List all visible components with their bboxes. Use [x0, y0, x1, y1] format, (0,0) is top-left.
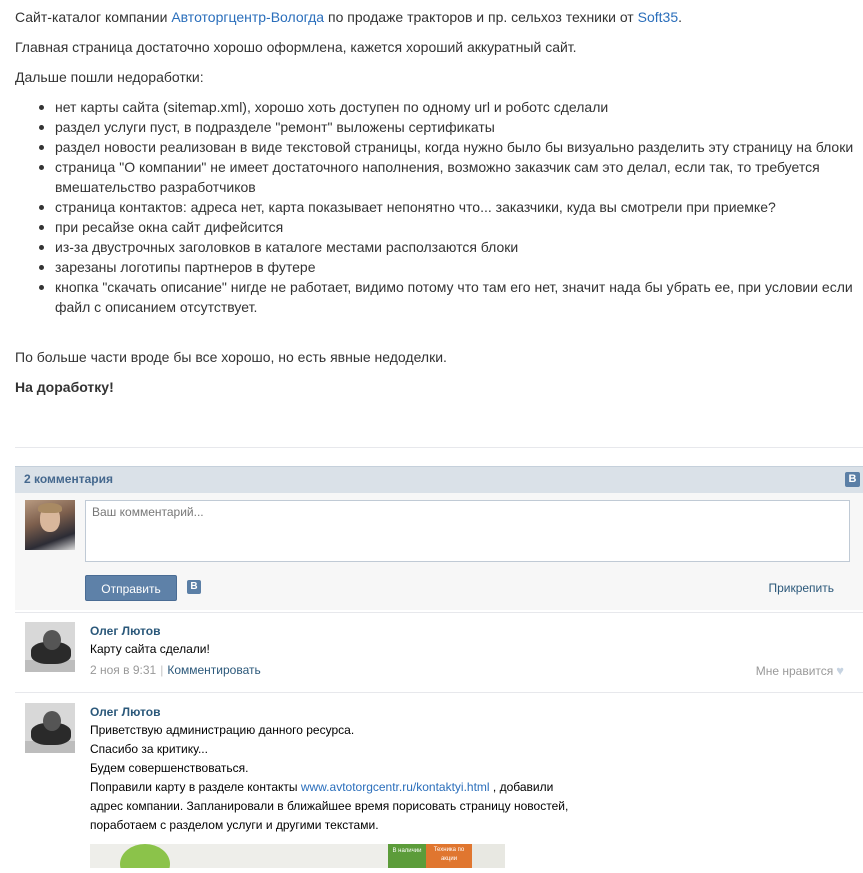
vk-logo-icon[interactable]: B	[845, 472, 860, 487]
divider	[15, 692, 863, 693]
comments-count: 2 комментария	[24, 472, 113, 486]
author-avatar[interactable]	[25, 703, 75, 753]
issue-item: раздел новости реализован в виде текстовой страницы, когда нужно было бы визуально разделить эту страницу на блоки	[39, 137, 859, 157]
developer-link[interactable]: Soft35	[637, 9, 679, 25]
send-button[interactable]: Отправить	[85, 575, 177, 601]
comment-text-line: Будем совершенствоваться.	[90, 761, 249, 775]
comment-text-part: Поправили карту в разделе контакты	[90, 780, 301, 794]
promo-tab: Техника по акции	[426, 844, 472, 868]
comment-meta	[90, 663, 261, 677]
embed-strip	[472, 844, 505, 868]
verdict: На доработку!	[15, 379, 114, 395]
intro-text-end: .	[678, 9, 682, 25]
comment-text-part: , добавили	[489, 780, 554, 794]
issue-item: нет карты сайта (sitemap.xml), хорошо хоть доступен по одному url и роботс сделали	[39, 97, 859, 117]
avatar-shape	[43, 630, 61, 650]
issue-item: зарезаны логотипы партнеров в футере	[39, 257, 859, 277]
site-logo-icon	[120, 844, 170, 868]
issue-item: при ресайзе окна сайт дифейсится	[39, 217, 859, 237]
reply-link[interactable]: Комментировать	[167, 663, 261, 677]
comments-header	[15, 466, 863, 493]
in-stock-tab: В наличии	[388, 844, 426, 868]
intro-text: Сайт-каталог компании	[15, 9, 172, 25]
comments-widget	[15, 466, 863, 862]
comment-text: Карту сайта сделали!	[90, 642, 210, 656]
author-avatar[interactable]	[25, 622, 75, 672]
issues-heading: Дальше пошли недоработки:	[15, 69, 204, 85]
main-page-paragraph: Главная страница достаточно хорошо оформлена, кажется хороший аккуратный сайт.	[15, 39, 577, 55]
divider	[15, 447, 863, 448]
intro-paragraph	[15, 7, 682, 27]
comment-item	[15, 622, 863, 692]
issue-item: страница "О компании" не имеет достаточного наполнения, возможно заказчик сам это делал, если так, то требуется вмешательство разработчиков	[39, 157, 859, 197]
intro-text-middle: по продаже тракторов и пр. сельхоз техники от	[324, 9, 638, 25]
author-name[interactable]: Олег Лютов	[90, 624, 161, 638]
summary-paragraph: По больше части вроде бы все хорошо, но есть явные недоделки.	[15, 349, 447, 365]
contacts-link[interactable]: www.avtotorgcentr.ru/kontaktyi.html	[300, 780, 490, 794]
avatar-shape	[43, 711, 61, 731]
comment-text-line: Спасибо за критику...	[90, 742, 208, 756]
comment-input[interactable]	[85, 500, 850, 562]
author-name[interactable]: Олег Лютов	[90, 705, 161, 719]
attach-link[interactable]: Прикрепить	[768, 581, 834, 595]
issue-item: страница контактов: адреса нет, карта показывает непонятно что... заказчики, куда вы смотрели при приемке?	[39, 197, 859, 217]
comment-text-line	[90, 778, 553, 797]
meta-separator: |	[160, 663, 164, 677]
comment-composer	[15, 493, 863, 610]
issue-item: раздел услуги пуст, в подразделе "ремонт" выложены сертификаты	[39, 117, 859, 137]
like-label: Мне нравится	[755, 664, 834, 678]
avatar-hair	[38, 503, 62, 513]
issues-list	[15, 97, 859, 317]
comment-text-line: Приветствую администрацию данного ресурса.	[90, 723, 355, 737]
comment-date[interactable]: 2 ноя в 9:31	[90, 663, 157, 677]
current-user-avatar[interactable]	[25, 500, 75, 550]
issue-item: кнопка "скачать описание" нигде не работает, видимо потому что там его нет, значит нада бы убрать ее, при условии если файл с описанием отсутствует.	[39, 277, 859, 317]
company-link[interactable]: Автоторгцентр-Вологда	[171, 9, 325, 25]
like-button[interactable]	[756, 663, 844, 678]
vk-share-icon[interactable]: B	[187, 580, 201, 594]
comment-text-line: адрес компании. Запланировали в ближайшее время порисовать страницу новостей,	[90, 799, 569, 813]
divider	[15, 612, 863, 613]
comment-text-line: поработаем с разделом услуги и другими текстами.	[90, 818, 379, 832]
attached-screenshot[interactable]	[90, 844, 505, 868]
issue-item: из-за двустрочных заголовков в каталоге местами расползаются блоки	[39, 237, 859, 257]
heart-icon: ♥	[836, 663, 844, 678]
